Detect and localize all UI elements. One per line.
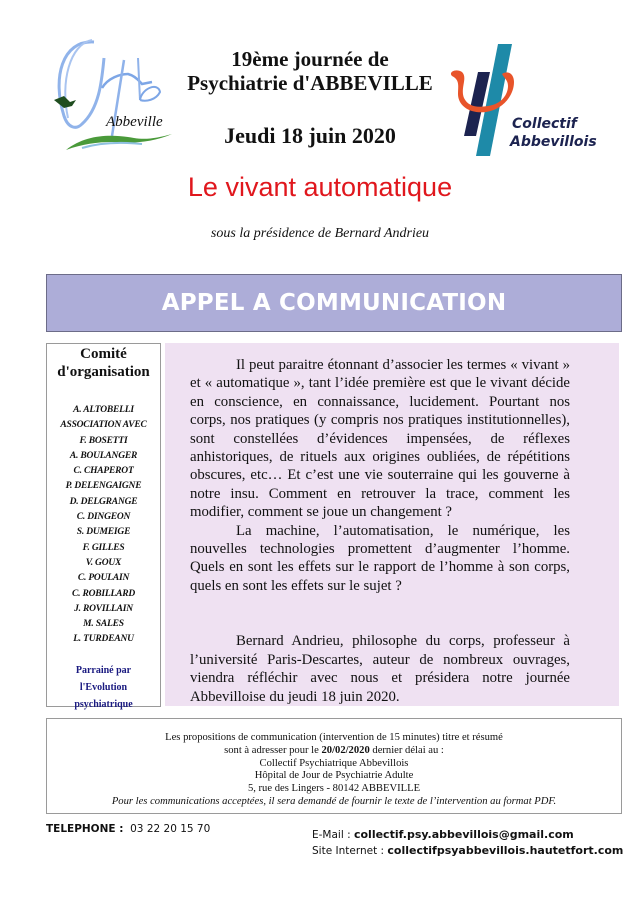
committee-member: P. DELENGAIGNE	[65, 481, 142, 492]
committee-member: M. SALES	[83, 619, 124, 630]
event-name: Psychiatrie d'ABBEVILLE	[187, 71, 433, 95]
committee-title-line: d'organisation	[57, 364, 150, 380]
committee-member: ASSOCIATION AVEC	[60, 420, 147, 431]
bird-icon	[54, 96, 76, 108]
online-contacts	[312, 827, 623, 859]
committee-member: A. ALTOBELLI	[73, 405, 134, 415]
committee-title	[47, 345, 160, 381]
description-paragraph: Bernard Andrieu, philosophe du corps, professeur à l’université Paris-Descartes, auteur de nombreux ouvrages, viendra réfléchir avec nous et présidera notre journée Abbevilloise du jeudi 18 juin 2020.	[190, 633, 570, 705]
collectif-abbevillois-logo	[446, 44, 606, 162]
presidence-line: sous la présidence de Bernard Andrieu	[210, 226, 430, 241]
sponsor-line: Parrainé par	[75, 664, 132, 676]
phone-number[interactable]: 03 22 20 15 70	[130, 823, 211, 835]
committee-member: A. BOULANGER	[69, 450, 138, 461]
pdf-note: Pour les communications acceptées, il sera demandé de fournir le texte de l’intervention au format PDF.	[111, 795, 557, 807]
submission-info-box	[46, 718, 622, 814]
chs-abbeville-logo	[42, 38, 174, 156]
event-date: Jeudi 18 juin 2020	[224, 123, 396, 148]
call-banner	[46, 274, 622, 332]
committee-member: J. ROVILLAIN	[74, 603, 133, 614]
call-banner-title: APPEL A COMMUNICATION	[161, 290, 507, 316]
submission-deadline-line	[47, 745, 621, 758]
description-box	[165, 343, 619, 706]
deadline-prefix: sont à adresser pour le	[224, 744, 322, 756]
psi-logo-graphic	[446, 44, 606, 162]
svg-text:Abbevillois: Abbevillois	[510, 134, 597, 150]
description-paragraph: La machine, l’automatisation, le numérique, les nouvelles technologies promettent d’augmenter l’homme. Quels en sont les effets sur le rapport de l’homme à son corps, quels en sont les effets sur le sujet ?	[190, 522, 570, 594]
address-line: Hôpital de Jour de Psychiatrie Adulte	[254, 770, 414, 782]
committee-member: L. TURDEANU	[73, 634, 134, 645]
committee-box	[46, 343, 161, 710]
email-link[interactable]: collectif.psy.abbevillois@gmail.com	[353, 828, 574, 841]
submission-line: Les propositions de communication (intervention de 15 minutes) titre et résumé	[165, 732, 503, 743]
address-line: Collectif Psychiatrique Abbevillois	[259, 757, 409, 769]
email-label: E-Mail :	[312, 829, 354, 841]
committee-member: S. DUMEIGE	[76, 527, 131, 538]
committee-title-line: Comité	[80, 346, 127, 362]
website-link[interactable]: collectifpsyabbevillois.hautetfort.com	[387, 844, 624, 857]
phone-contact	[46, 823, 210, 835]
committee-member: V. GOUX	[85, 557, 122, 568]
address-line: 5, rue des Lingers - 80142 ABBEVILLE	[247, 783, 421, 795]
svg-text:Collectif: Collectif	[512, 116, 577, 132]
committee-member: F. BOSETTI	[79, 435, 128, 446]
sponsor-note	[47, 662, 160, 713]
sponsor-line: l'Evolution	[79, 681, 128, 693]
svg-text:Abbeville: Abbeville	[106, 114, 163, 130]
committee-member: C. CHAPEROT	[73, 466, 134, 477]
logo-left-graphic	[42, 38, 174, 156]
committee-list	[47, 403, 160, 648]
committee-member: C. ROBILLARD	[71, 588, 136, 599]
sponsor-line: psychiatrique	[74, 698, 133, 710]
deadline-suffix: dernier délai au :	[369, 744, 444, 756]
phone-label: TELEPHONE :	[46, 823, 124, 835]
committee-member: C. DINGEON	[76, 512, 131, 523]
event-edition: 19ème journée de	[231, 47, 389, 71]
committee-member: D. DELGRANGE	[69, 496, 138, 507]
committee-member: F. GILLES	[82, 542, 125, 553]
description-paragraph: Il peut paraitre étonnant d’associer les termes « vivant » et « automatique », tant l’idée première est que le vivant décide en conscience, en connaissance, lucidement. Pourtant nos corps, nos pratiques (y compris nos pratiques institutionnelles), sont constellées d’évidences impensées, de réflexes anhistoriques, de rituels aux origines oubliées, de répétitions obscures, etc… Et c’est une vie souterraine qui les gouverne à notre insu. Comment en retrouver la trace, comment les modifier, comment se joue un changement ?	[190, 357, 570, 521]
deadline-date: 20/02/2020	[321, 744, 370, 756]
site-label: Site Internet :	[312, 845, 388, 857]
committee-member: C. POULAIN	[77, 573, 130, 584]
event-theme: Le vivant automatique	[187, 172, 453, 202]
